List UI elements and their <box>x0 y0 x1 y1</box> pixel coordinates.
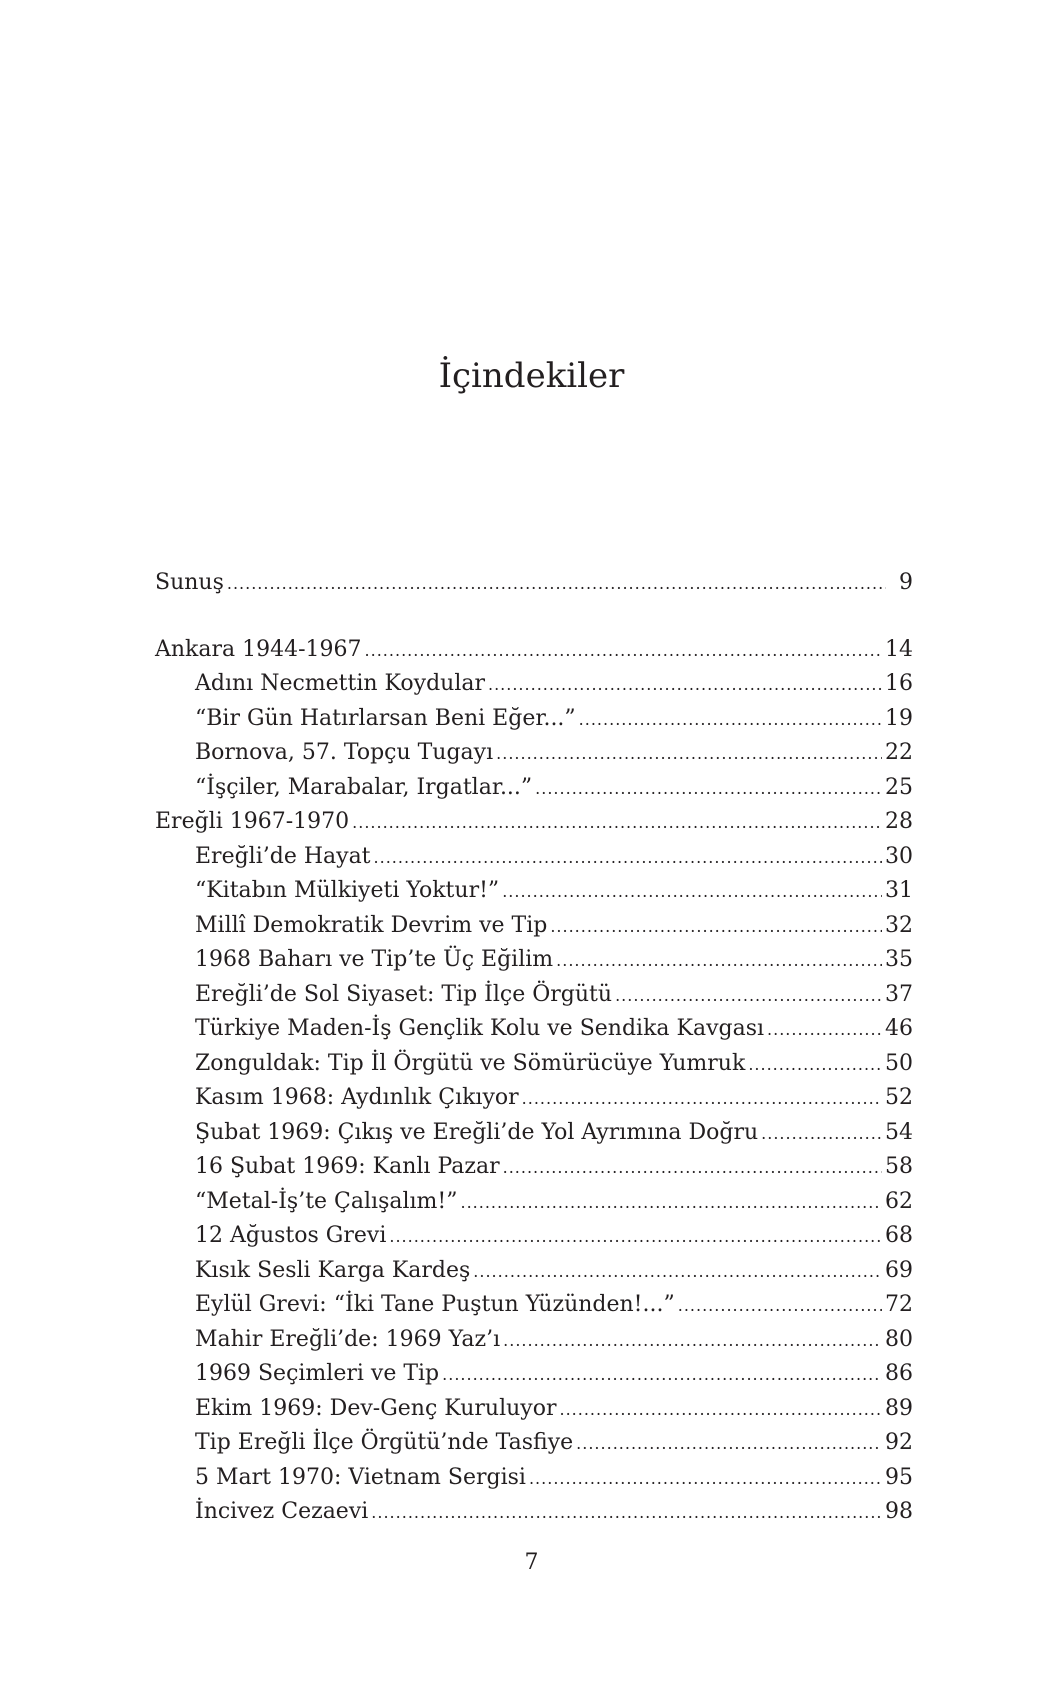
toc-entry-title: Ereğli 1967-1970 <box>155 809 350 834</box>
toc-entry[interactable] <box>155 1461 913 1496</box>
toc-entry-title: Mahir Ereğli’de: 1969 Yaz’ı <box>195 1326 501 1352</box>
toc-entry[interactable] <box>155 1254 913 1289</box>
toc-entry-page: 22 <box>885 740 913 765</box>
toc-entry-page: 19 <box>885 705 913 731</box>
toc-entry[interactable] <box>155 633 913 668</box>
toc-entry-title: Ereğli’de Hayat <box>195 843 371 869</box>
toc-entry-page: 46 <box>885 1016 913 1041</box>
toc-entry-title: İncivez Cezaevi <box>195 1499 369 1524</box>
toc-entry[interactable] <box>155 840 913 875</box>
toc-entry-title: Ankara 1944-1967 <box>155 636 362 662</box>
toc-entry-title: Sunuş <box>155 570 224 595</box>
toc-entry-page: 72 <box>885 1292 913 1317</box>
toc-entry[interactable] <box>155 978 913 1013</box>
toc-entry-title: 1968 Baharı ve Tip’te Üç Eğilim <box>195 947 554 972</box>
dot-leader <box>576 1427 882 1462</box>
dot-leader <box>442 1358 882 1393</box>
toc-entry[interactable] <box>155 1116 913 1151</box>
dot-leader <box>488 668 882 703</box>
toc-entry-page: 86 <box>885 1361 913 1386</box>
dot-leader <box>615 979 882 1014</box>
dot-leader <box>522 1082 882 1117</box>
dot-leader <box>365 634 882 669</box>
toc-entry-title: Ekim 1969: Dev-Genç Kuruluyor <box>195 1395 557 1421</box>
toc-entry[interactable] <box>155 1392 913 1427</box>
dot-leader <box>389 1220 882 1255</box>
toc-entry[interactable] <box>155 1288 913 1323</box>
toc-entry-page: 28 <box>885 809 913 834</box>
toc-entry[interactable] <box>155 1012 913 1047</box>
toc-entry-title: Eylül Grevi: “İki Tane Puştun Yüzünden!...” <box>195 1292 675 1317</box>
toc-entry-title: 5 Mart 1970: Vietnam Sergisi <box>195 1464 526 1490</box>
dot-leader <box>496 737 882 772</box>
dot-leader <box>748 1048 882 1083</box>
dot-leader <box>579 703 882 738</box>
page-number: 7 <box>524 1550 539 1575</box>
dot-leader <box>503 1151 882 1186</box>
toc-entry-page: 89 <box>885 1395 913 1421</box>
toc-entry[interactable] <box>155 1495 913 1530</box>
toc-entry-page: 25 <box>885 774 913 800</box>
toc-entry-page: 52 <box>885 1085 913 1110</box>
toc-entry-page: 14 <box>885 636 913 662</box>
toc-entry[interactable] <box>155 1185 913 1220</box>
toc-entry[interactable] <box>155 943 913 978</box>
toc-entry[interactable] <box>155 1150 913 1185</box>
toc-entry-title: Kasım 1968: Aydınlık Çıkıyor <box>195 1085 519 1110</box>
toc-entry-title: Ereğli’de Sol Siyaset: Tip İlçe Örgütü <box>195 981 613 1007</box>
toc-entry[interactable] <box>155 909 913 944</box>
toc-entry-title: 1969 Seçimleri ve Tip <box>195 1361 440 1386</box>
toc-entry-page: 80 <box>885 1326 913 1352</box>
toc-entry[interactable] <box>155 1081 913 1116</box>
toc-entry[interactable] <box>155 1357 913 1392</box>
dot-leader <box>227 567 886 602</box>
toc-entry-page: 9 <box>899 570 913 595</box>
toc-entry[interactable] <box>155 736 913 771</box>
toc-entry-title: Tip Ereğli İlçe Örgütü’nde Tasfiye <box>195 1430 574 1455</box>
dot-leader <box>473 1255 882 1290</box>
dot-leader <box>556 944 882 979</box>
toc-entry[interactable] <box>155 805 913 840</box>
dot-leader <box>559 1393 882 1428</box>
toc-entry-title: “İşçiler, Marabalar, Irgatlar...” <box>195 774 533 800</box>
toc-entry-page: 58 <box>885 1154 913 1179</box>
toc-entry-title: “Kitabın Mülkiyeti Yoktur!” <box>195 878 500 903</box>
toc-entry-title: Zonguldak: Tip İl Örgütü ve Sömürücüye Yumruk <box>195 1050 746 1076</box>
toc-entry-page: 16 <box>885 671 913 696</box>
toc-entry-title: Adını Necmettin Koydular <box>195 671 485 696</box>
dot-leader <box>767 1013 882 1048</box>
toc-entry[interactable] <box>155 1323 913 1358</box>
toc-entry-page: 35 <box>885 947 913 972</box>
dot-leader <box>371 1496 882 1531</box>
dot-leader <box>761 1117 882 1152</box>
dot-leader <box>535 772 882 807</box>
toc-entry-title: Millî Demokratik Devrim ve Tip <box>195 912 548 938</box>
toc-entry[interactable] <box>155 667 913 702</box>
dot-leader <box>550 910 882 945</box>
dot-leader <box>529 1462 882 1497</box>
table-of-contents <box>155 566 913 1530</box>
toc-entry-page: 69 <box>885 1257 913 1283</box>
toc-entry-page: 54 <box>885 1119 913 1145</box>
toc-entry[interactable] <box>155 566 913 601</box>
toc-entry-page: 98 <box>885 1499 913 1524</box>
dot-leader <box>374 841 882 876</box>
toc-entry-title: Kısık Sesli Karga Kardeş <box>195 1257 471 1283</box>
page-title: İçindekiler <box>438 356 625 396</box>
toc-entry-title: “Bir Gün Hatırlarsan Beni Eğer...” <box>195 705 576 731</box>
toc-entry-title: Bornova, 57. Topçu Tugayı <box>195 740 494 765</box>
toc-entry-page: 68 <box>885 1223 913 1248</box>
toc-entry[interactable] <box>155 874 913 909</box>
dot-leader <box>678 1289 882 1324</box>
toc-entry-title: Türkiye Maden-İş Gençlik Kolu ve Sendika Kavgası <box>195 1016 765 1041</box>
toc-entry-page: 95 <box>885 1464 913 1490</box>
toc-entry-page: 32 <box>885 912 913 938</box>
dot-leader <box>461 1186 883 1221</box>
dot-leader <box>502 875 882 910</box>
toc-entry[interactable] <box>155 702 913 737</box>
toc-entry-title: “Metal-İş’te Çalışalım!” <box>195 1188 458 1214</box>
toc-entry[interactable] <box>155 1426 913 1461</box>
toc-entry[interactable] <box>155 771 913 806</box>
toc-entry-page: 92 <box>885 1430 913 1455</box>
toc-entry-title: Şubat 1969: Çıkış ve Ereğli’de Yol Ayrımına Doğru <box>195 1119 759 1145</box>
dot-leader <box>352 806 882 841</box>
toc-entry-page: 50 <box>885 1050 913 1076</box>
toc-entry-title: 16 Şubat 1969: Kanlı Pazar <box>195 1154 500 1179</box>
toc-entry[interactable] <box>155 1047 913 1082</box>
toc-entry-page: 31 <box>885 878 913 903</box>
dot-leader <box>503 1324 882 1359</box>
toc-entry-title: 12 Ağustos Grevi <box>195 1223 387 1248</box>
toc-entry-page: 62 <box>885 1188 913 1214</box>
toc-entry-page: 37 <box>885 981 913 1007</box>
toc-entry-page: 30 <box>885 843 913 869</box>
toc-entry[interactable] <box>155 1219 913 1254</box>
